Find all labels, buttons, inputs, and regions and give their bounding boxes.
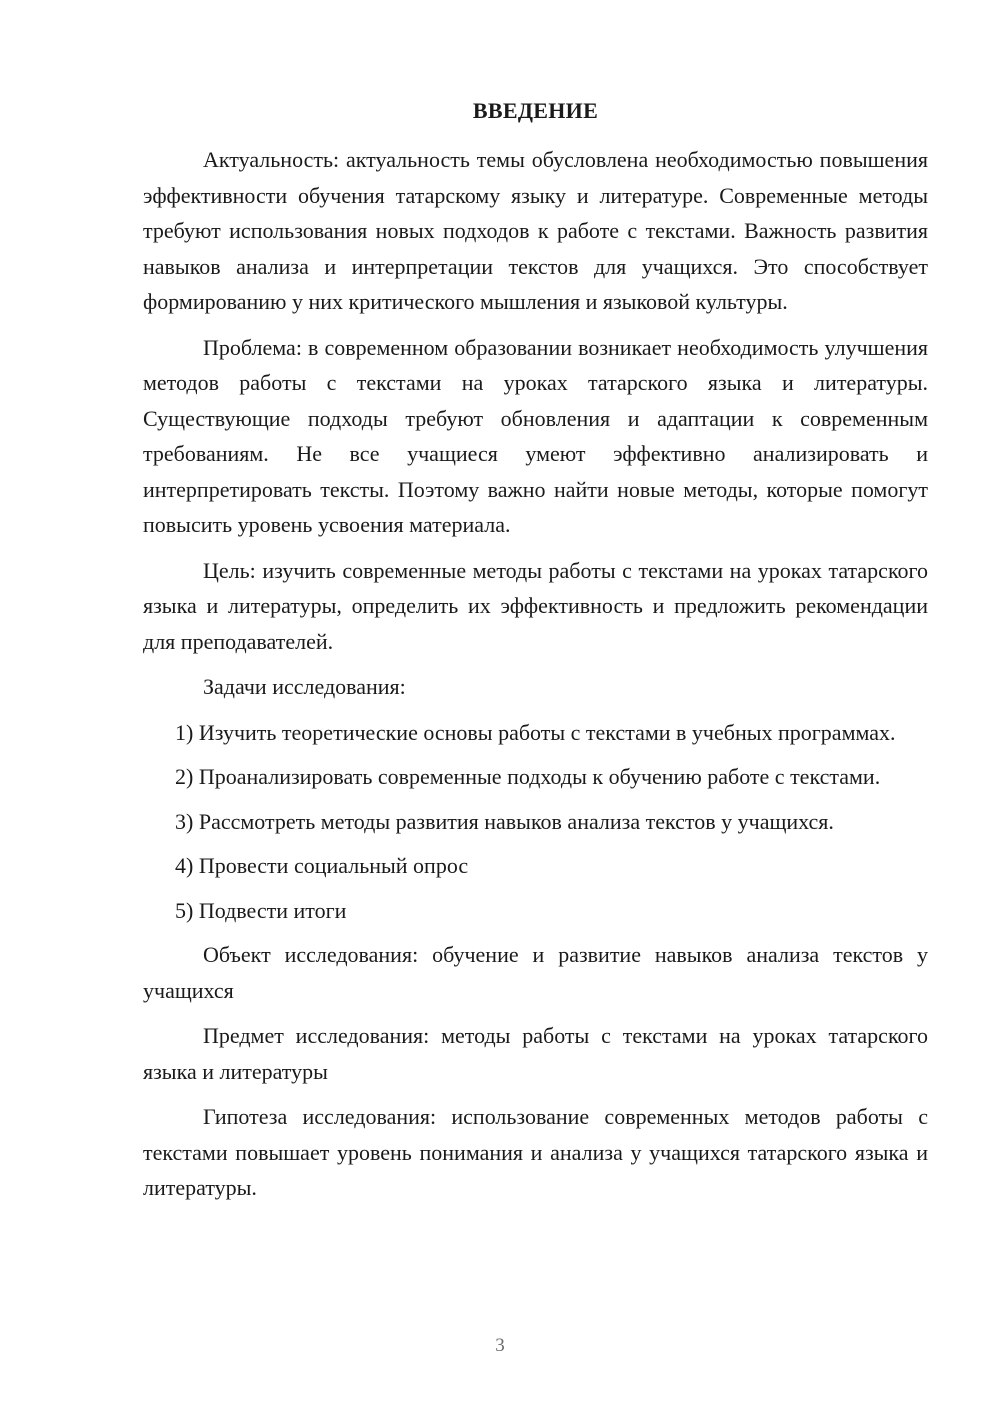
task-item-4 (143, 848, 928, 884)
task-text: Провести социальный опрос (198, 853, 469, 878)
task-number: 4) (175, 853, 194, 878)
section-heading: ВВЕДЕНИЕ (472, 98, 599, 123)
task-text: Изучить теоретические основы работы с текстами в учебных программах. (198, 719, 896, 745)
page-number: 3 (495, 1335, 505, 1356)
tasks-title: Задачи исследования: (203, 674, 406, 699)
task-item-1 (143, 715, 928, 751)
task-number: 2) (175, 764, 194, 789)
object-paragraph: Объект исследования: обучение и развитие навыков анализа текстов у учащихся (143, 942, 928, 1003)
task-number: 3) (175, 808, 194, 834)
tasks-list (143, 715, 928, 929)
relevance-paragraph: Актуальность: актуальность темы обусловлена необходимостью повышения эффективности обучения татарскому языку и литературе. Современные методы требуют использования новых подходов к работе с текстами. Важность развития навыков анализа и интерпретации текстов для учащихся. Это способствует формированию у них критического мышления и языковой культуры. (143, 147, 928, 314)
task-number: 5) (175, 897, 194, 923)
problem-paragraph: Проблема: в современном образовании возникает необходимость улучшения методов работы с текстами на уроках татарского языка и литературы. Существующие подходы требуют обновления и адаптации к современным требованиям. Не все учащиеся умеют эффективно анализировать и интерпретировать тексты. Поэтому важно найти новые методы, которые помогут повысить уровень усвоения материала. (143, 334, 928, 537)
task-text: Рассмотреть методы развития навыков анализа текстов у учащихся. (198, 808, 834, 834)
task-item-5 (143, 893, 928, 929)
hypothesis-paragraph: Гипотеза исследования: использование современных методов работы с текстами повышает уровень понимания и анализа у учащихся татарского языка и литературы. (143, 1104, 928, 1200)
task-item-2 (143, 759, 928, 795)
task-text: Подвести итоги (198, 897, 347, 923)
page-content (143, 94, 928, 1216)
goal-paragraph: Цель: изучить современные методы работы с текстами на уроках татарского языка и литературы, определить их эффективность и предложить рекомендации для преподавателей. (143, 557, 928, 654)
task-item-3 (143, 804, 928, 840)
subject-paragraph: Предмет исследования: методы работы с текстами на уроках татарского языка и литературы (143, 1023, 928, 1084)
task-number: 1) (175, 719, 194, 745)
task-text: Проанализировать современные подходы к обучению работе с текстами. (198, 764, 881, 789)
